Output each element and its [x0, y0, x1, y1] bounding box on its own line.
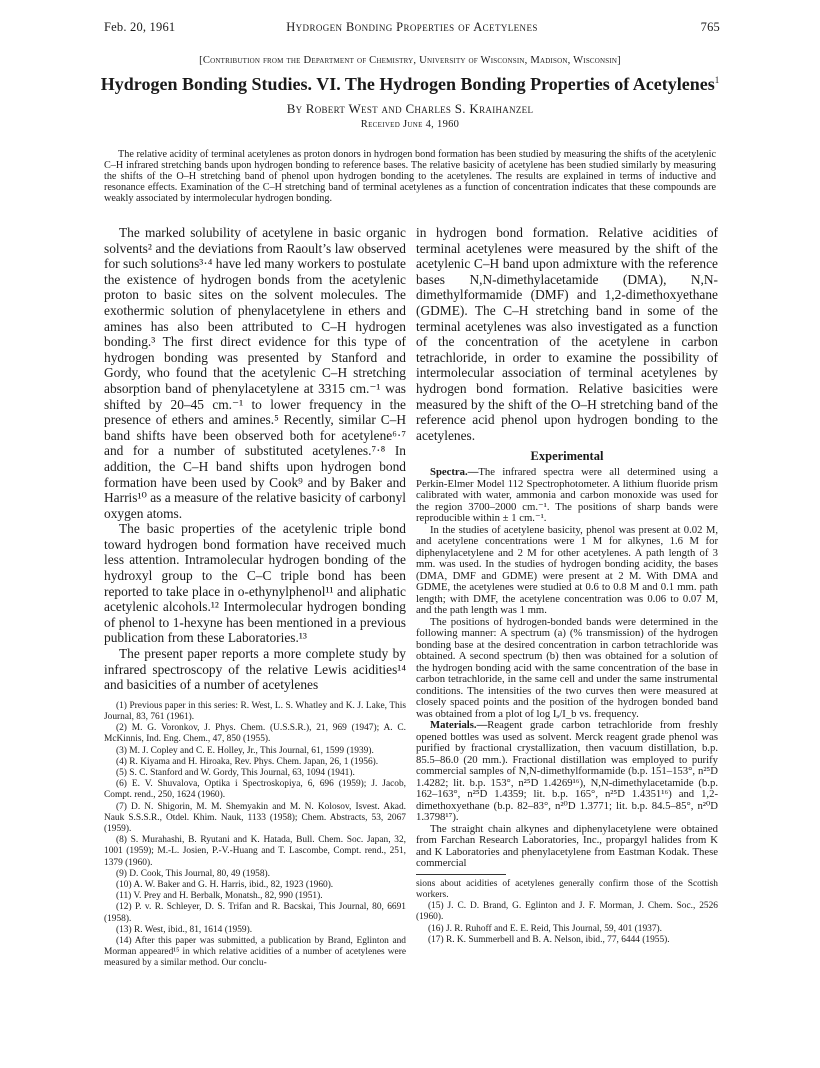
footnote: sions about acidities of acetylenes generally confirm those of the Scottish workers.: [416, 878, 718, 901]
article-title-text: Hydrogen Bonding Studies. VI. The Hydrogen Bonding Properties of Acetylenes: [100, 74, 715, 94]
footnote-divider: [416, 874, 506, 875]
footnote: (12) P. v. R. Schleyer, D. S. Trifan and R. Bacskai, This Journal, 80, 6691 (1958).: [104, 902, 406, 924]
spectra-text: The infrared spectra were all determined using a Perkin-Elmer Model 112 Spectrophotometer. A lithium fluoride prism calibrated with water, ammonia and carbon monoxide was used for the region 3700–2000 cm.⁻¹. The positions of sharp bands were reproducible within ± 1 cm.⁻¹.: [416, 466, 718, 525]
footnote: (16) J. R. Ruhoff and E. E. Reid, This Journal, 59, 401 (1937).: [428, 923, 663, 934]
footnote: (9) D. Cook, This Journal, 80, 49 (1958).: [116, 868, 270, 879]
footnote: (13) R. West, ibid., 81, 1614 (1959).: [116, 924, 253, 935]
left-column: [104, 225, 406, 970]
running-head: [104, 20, 720, 38]
body-paragraph: The basic properties of the acetylenic triple bond toward hydrogen bond formation have received much less attention. Intramolecular hydrogen bonding of the hydroxyl group to the C–C triple bond has been reported to take place in o-ethynylphenol¹¹ and aliphatic acetylenic alcohols.¹² Intermolecular hydrogen bonding of phenol to 1-hexyne has been mentioned in a previous publication from these Laboratories.¹³: [104, 521, 406, 646]
footnote: (17) R. K. Summerbell and B. A. Nelson, ibid., 77, 6444 (1955).: [428, 934, 670, 945]
spectra-paragraph: [416, 467, 718, 525]
authors: Robert West and Charles S. Kraihanzel: [305, 101, 534, 116]
spectra-runin: Spectra.—: [430, 466, 479, 479]
footnote: (15) J. C. D. Brand, G. Eglinton and J. F. Morman, J. Chem. Soc., 2526 (1960).: [416, 901, 718, 923]
byline-prefix: By: [286, 101, 303, 116]
abstract: The relative acidity of terminal acetylenes as proton donors in hydrogen bond formation has been studied by measuring the shifts of the acetylenic C–H infrared stretching bands upon hydrogen bonding to reference bases. The relative basicity of acetylene has been studied similarly by measuring the shifts of the O–H stretching band of phenol upon hydrogen bonding to the acetylenes. The results are explained in terms of inductive and resonance effects. Examination of the C–H stretching band of terminal acetylenes as a function of concentration indicates that these compounds are weakly associated by intermolecular hydrogen bonding.: [104, 149, 716, 204]
materials-runin: Materials.—: [430, 719, 488, 732]
footnote: (14) After this paper was submitted, a publication by Brand, Eglinton and Morman appeared¹⁵ in which relative acidities of a number of acetylenes were measured by a similar method. Our conclu-: [104, 936, 406, 969]
footnote: (3) M. J. Copley and C. E. Holley, Jr., This Journal, 61, 1599 (1939).: [116, 745, 374, 756]
footnote: (8) S. Murahashi, B. Ryutani and K. Hatada, Bull. Chem. Soc. Japan, 32, 1001 (1959); M.-L. Josien, P.-V.-Huang and T. Lascombe, Compt. rend., 251, 1379 (1960).: [104, 835, 406, 868]
materials-text: Reagent grade carbon tetrachloride from freshly opened bottles was used as solvent. Merck reagent grade phenol was purified by fractional crystallization, then vacuum distillation, b.p. 85.5–86.0 (20 mm.). Fractional distillation was employed to purify commercial samples of N,N-dimethylformamide (b.p. 151–153°, n²⁵D 1.4282; lit. b.p. 153°, n²⁵D 1.4269¹⁶), N,N-dimethylacetamide (b.p. 162–163°, n²⁵D 1.4359; lit. b.p. 165°, n²⁵D 1.4351¹⁶) and 1,2-dimethoxyethane (b.p. 82–83°, n²⁰D 1.3771; lit. b.p. 84.5–85°, n²⁰D 1.3798¹⁷).: [416, 719, 718, 824]
footnote: (4) R. Kiyama and H. Hiroaka, Rev. Phys. Chem. Japan, 26, 1 (1956).: [116, 756, 379, 767]
concentration-paragraph: In the studies of acetylene basicity, phenol was present at 0.02 M, and acetylene concentrations were 1 M for alkynes, 1.6 M for diphenylacetylene and 2 M for other acetylenes. A path length of 3 mm. was used. In the studies of hydrogen bonding acidity, the bases (DMA, DMF and GDME) were present at 2 M. With DMA and GDME, the acetylenes were studied at 0.6 to 0.8 M and 0.1 mm. path length; with DMF, the acetylene concentration was 0.06 to 0.07 M, and the path length was 1 mm.: [416, 523, 718, 617]
article-title: [90, 74, 730, 95]
right-column: [416, 225, 718, 946]
footnote: (6) E. V. Shuvalova, Optika i Spectroskopiya, 6, 696 (1959); J. Jacob, Compt. rend., 250, 1624 (1960).: [104, 779, 406, 801]
footnote: (7) D. N. Shigorin, M. M. Shemyakin and M. N. Kolosov, Isvest. Akad. Nauk S.S.S.R., Otdel. Khim. Nauk, 1133 (1958); Chem. Abstracts, 53, 2067 (1959).: [104, 801, 406, 835]
footnotes-left: [104, 701, 406, 970]
received-date: Received June 4, 1960: [360, 119, 460, 130]
running-head-date: Feb. 20, 1961: [104, 20, 176, 34]
section-heading-experimental: Experimental: [530, 449, 604, 464]
running-head-title: Hydrogen Bonding Properties of Acetylenes: [286, 20, 538, 34]
footnote: (5) S. C. Stanford and W. Gordy, This Journal, 63, 1094 (1941).: [116, 768, 355, 779]
sources-paragraph: The straight chain alkynes and diphenylacetylene were obtained from Farchan Research Laboratories, Inc., propargyl halides from K and K Laboratories and phenylacetylene from Eastman Kodak. These commercial: [416, 822, 718, 870]
byline: [100, 101, 720, 117]
body-paragraph: The present paper reports a more complete study by infrared spectroscopy of the relative Lewis acidities¹⁴ and basicities of a number of acetylenes: [104, 646, 406, 693]
title-footnote-marker: 1: [714, 75, 720, 85]
page-number: 765: [700, 20, 720, 34]
materials-paragraph: [416, 720, 718, 824]
footnote: (10) A. W. Baker and G. H. Harris, ibid., 82, 1923 (1960).: [116, 880, 334, 891]
method-paragraph: The positions of hydrogen-bonded bands were determined in the following manner: A spectrum (a) (% transmission) of the hydrogen bonding base at the desired concentration in carbon tetrachloride was obtained. A second spectrum (b) then was obtained for a solution of the hydrogen bonding acid with the same concentration of the base in carbon tetrachloride, in the same cell and under the same instrumental conditions. The intensities of the two curves then were measured at closely spaced points and the position of the hydrogen bonded band was obtained from a plot of log Iₐ/I_b vs. frequency.: [416, 615, 718, 720]
body-paragraph: The marked solubility of acetylene in basic organic solvents² and the deviations from Raoult’s law observed for such solutions³·⁴ have led many workers to postulate the existence of hydrogen bonds from the acetylenic proton to basic sites on the solvent molecules. The exothermic solution of phenylacetylene in ethers and amines has also been attributed to C–H hydrogen bonding.³ The first direct evidence for this type of hydrogen bonding was presented by Stanford and Gordy, who found that the acetylenic C–H stretching absorption band of phenylacetylene at 3315 cm.⁻¹ was shifted by 20–45 cm.⁻¹ to lower frequency in the presence of ethers and amines.⁵ Recently, similar C–H band shifts have been observed both for acetylene⁶·⁷ and for a number of substituted acetylenes.⁷·⁸ In addition, the C–H band shifts upon hydrogen bond formation have been used by Cook⁹ and by Baker and Harris¹⁰ as a measure of the relative basicity of carbonyl oxygen atoms.: [104, 225, 406, 521]
body-paragraph: in hydrogen bond formation. Relative acidities of terminal acetylenes were measured by the shift of the acetylenic C–H band upon admixture with the reference bases N,N-dimethylacetamide (DMA), N,N-dimethylformamide (DMF) and 1,2-dimethoxyethane (GDME). The C–H stretching band in some of the terminal acetylenes was also investigated as a function of the concentration of the acetylene in carbon tetrachloride, in order to examine the possibility of intermolecular association of terminal acetylenes by hydrogen bond formation. Relative basicities were measured by the shift of the O–H stretching band of the reference acid phenol upon hydrogen bonding to the acetylenes.: [416, 225, 718, 443]
footnote: (1) Previous paper in this series: R. West, L. S. Whatley and K. J. Lake, This Journal, 83, 761 (1961).: [104, 700, 406, 723]
footnote: (2) M. G. Voronkov, J. Phys. Chem. (U.S.S.R.), 21, 969 (1947); A. C. McKinnis, Ind. Eng. Chem., 47, 850 (1955).: [104, 723, 406, 745]
contribution-line: [Contribution from the Department of Chemistry, University of Wisconsin, Madison, Wisconsin]: [199, 55, 621, 66]
footnote: (11) V. Prey and H. Berbalk, Monatsh., 82, 990 (1951).: [116, 891, 323, 902]
